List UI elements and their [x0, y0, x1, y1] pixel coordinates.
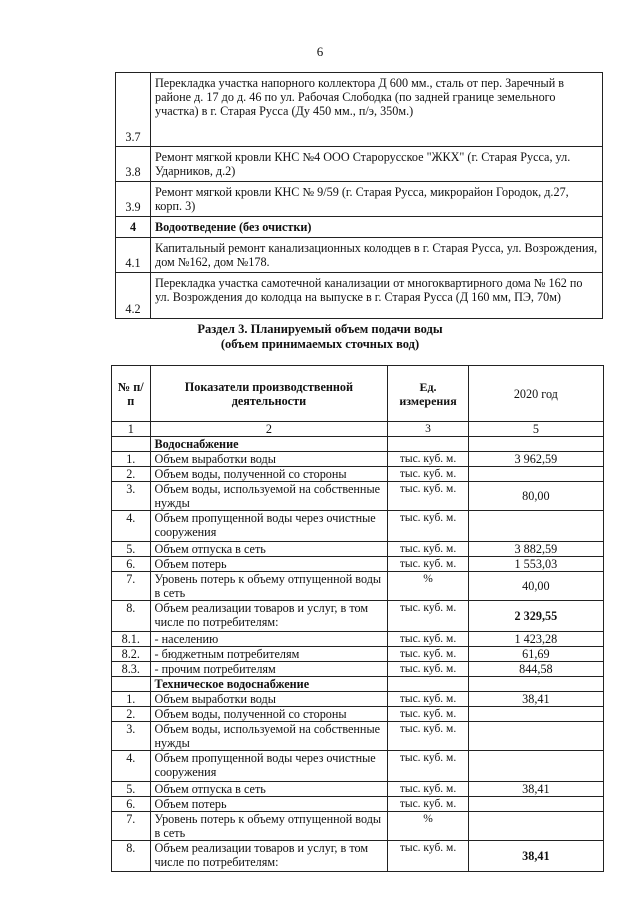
row-number: 6.: [112, 557, 151, 572]
table-row: [112, 812, 604, 841]
row-value: 80,00: [468, 482, 603, 511]
row-indicator: Объем реализации товаров и услуг, в том числе по потребителям:: [150, 601, 388, 632]
table-row: [112, 542, 604, 557]
row-unit: тыс. куб. м.: [388, 797, 468, 812]
row-number: 3.8: [116, 147, 151, 182]
row-indicator: Объем отпуска в сеть: [150, 542, 388, 557]
row-value: [468, 511, 603, 542]
table-row: [112, 841, 604, 872]
row-value: 1 423,28: [468, 632, 603, 647]
header-year: 2020 год: [468, 366, 603, 422]
row-unit: тыс. куб. м.: [388, 647, 468, 662]
row-number: 6.: [112, 797, 151, 812]
section-title-subline: (объем принимаемых сточных вод): [220, 337, 420, 351]
column-number: 2: [150, 422, 388, 437]
group-title: Водоснабжение: [150, 437, 388, 452]
header-number: № п/п: [112, 366, 151, 422]
row-indicator: Объем воды, полученной со стороны: [150, 707, 388, 722]
row-number: 8.1.: [112, 632, 151, 647]
table-header-row: [112, 366, 604, 422]
row-unit: тыс. куб. м.: [388, 467, 468, 482]
row-value: 844,58: [468, 662, 603, 677]
table-row: [112, 722, 604, 751]
row-number: 8.: [112, 601, 151, 632]
row-indicator: Объем воды, используемой на собственные нужды: [150, 482, 388, 511]
table-row: [112, 572, 604, 601]
row-number: 4.: [112, 751, 151, 782]
works-table: [115, 72, 603, 319]
column-number: 5: [468, 422, 603, 437]
row-number: 4.1: [116, 238, 151, 273]
table-row: [112, 452, 604, 467]
row-value: 3 882,59: [468, 542, 603, 557]
table-row: [112, 601, 604, 632]
row-unit: тыс. куб. м.: [388, 557, 468, 572]
column-number: 3: [388, 422, 468, 437]
table-row: [116, 273, 603, 319]
row-unit: %: [388, 812, 468, 841]
row-unit: тыс. куб. м.: [388, 782, 468, 797]
section-title-line: Раздел 3. Планируемый объем подачи воды: [197, 322, 443, 336]
table-row: [116, 217, 603, 238]
row-number: 5.: [112, 542, 151, 557]
row-unit: %: [388, 572, 468, 601]
row-unit: тыс. куб. м.: [388, 707, 468, 722]
row-unit: тыс. куб. м.: [388, 662, 468, 677]
table-row: [116, 238, 603, 273]
row-number: 8.2.: [112, 647, 151, 662]
table-header-numbers: [112, 422, 604, 437]
table-row: [112, 557, 604, 572]
row-number: 5.: [112, 782, 151, 797]
row-number: 4.: [112, 511, 151, 542]
row-indicator: Уровень потерь к объему отпущенной воды в сеть: [150, 812, 388, 841]
table-row: [112, 662, 604, 677]
row-number: 4: [116, 217, 151, 238]
row-unit: тыс. куб. м.: [388, 632, 468, 647]
row-text: Водоотведение (без очистки): [151, 217, 603, 238]
table-row: [116, 182, 603, 217]
table-row: [112, 782, 604, 797]
row-unit: тыс. куб. м.: [388, 841, 468, 872]
row-text: Капитальный ремонт канализационных колодцев в г. Старая Русса, ул. Возрождения, дом №162, дом №178.: [151, 238, 603, 273]
row-value: 38,41: [468, 782, 603, 797]
table-row: [112, 467, 604, 482]
row-number: 1.: [112, 452, 151, 467]
supply-volume-table: [111, 365, 604, 872]
table-row: [112, 692, 604, 707]
row-number: 4.2: [116, 273, 151, 319]
row-indicator: Объем отпуска в сеть: [150, 782, 388, 797]
row-value: 38,41: [468, 692, 603, 707]
row-value: [468, 797, 603, 812]
row-number: 8.: [112, 841, 151, 872]
row-indicator: Объем пропущенной воды через очистные сооружения: [150, 511, 388, 542]
row-unit: тыс. куб. м.: [388, 722, 468, 751]
row-number: 3.: [112, 482, 151, 511]
group-row: [112, 677, 604, 692]
row-number: 7.: [112, 812, 151, 841]
row-text: Ремонт мягкой кровли КНС №4 ООО Старорусское "ЖКХ" (г. Старая Русса, ул. Ударников, д.2): [151, 147, 603, 182]
row-value: 38,41: [468, 841, 603, 872]
table-row: [112, 707, 604, 722]
row-text: Перекладка участка напорного коллектора Д 600 мм., сталь от пер. Заречный в районе д. 17 до д. 46 по ул. Рабочая Слободка (по задней границе земельного участка) в г. Старая Русса (Ду 450 мм., п/э, 350м.): [151, 73, 603, 147]
row-indicator: - бюджетным потребителям: [150, 647, 388, 662]
row-number: 3.9: [116, 182, 151, 217]
table-row: [116, 73, 603, 147]
row-indicator: Объем реализации товаров и услуг, в том числе по потребителям:: [150, 841, 388, 872]
row-value: 40,00: [468, 572, 603, 601]
row-indicator: Объем потерь: [150, 797, 388, 812]
table-row: [112, 751, 604, 782]
row-indicator: Объем потерь: [150, 557, 388, 572]
row-indicator: Объем воды, используемой на собственные нужды: [150, 722, 388, 751]
row-indicator: - прочим потребителям: [150, 662, 388, 677]
row-number: 7.: [112, 572, 151, 601]
row-unit: тыс. куб. м.: [388, 452, 468, 467]
row-value: 3 962,59: [468, 452, 603, 467]
table-row: [112, 482, 604, 511]
group-title: Техническое водоснабжение: [150, 677, 388, 692]
row-value: [468, 812, 603, 841]
header-unit: Ед. измерения: [388, 366, 468, 422]
group-row: [112, 437, 604, 452]
row-unit: тыс. куб. м.: [388, 601, 468, 632]
table-row: [112, 632, 604, 647]
row-indicator: - населению: [150, 632, 388, 647]
row-number: 3.7: [116, 73, 151, 147]
row-indicator: Объем пропущенной воды через очистные сооружения: [150, 751, 388, 782]
row-unit: тыс. куб. м.: [388, 692, 468, 707]
row-number: 2.: [112, 707, 151, 722]
row-value: [468, 751, 603, 782]
row-value: [468, 467, 603, 482]
table-row: [112, 647, 604, 662]
row-text: Ремонт мягкой кровли КНС № 9/59 (г. Старая Русса, микрорайон Городок, д.27, корп. 3): [151, 182, 603, 217]
row-indicator: Объем воды, полученной со стороны: [150, 467, 388, 482]
table-row: [112, 511, 604, 542]
row-value: 2 329,55: [468, 601, 603, 632]
row-value: 1 553,03: [468, 557, 603, 572]
row-number: 3.: [112, 722, 151, 751]
section-title: [0, 322, 640, 352]
row-text: Перекладка участка самотечной канализации от многоквартирного дома № 162 по ул. Возрождения до колодца на выпуске в г. Старая Русса (Д 160 мм, ПЭ, 70м): [151, 273, 603, 319]
header-indicator: Показатели производственной деятельности: [150, 366, 388, 422]
row-number: 2.: [112, 467, 151, 482]
row-indicator: Объем выработки воды: [150, 692, 388, 707]
column-number: 1: [112, 422, 151, 437]
row-value: [468, 722, 603, 751]
row-value: [468, 707, 603, 722]
row-unit: тыс. куб. м.: [388, 751, 468, 782]
row-unit: тыс. куб. м.: [388, 511, 468, 542]
row-indicator: Уровень потерь к объему отпущенной воды в сеть: [150, 572, 388, 601]
row-unit: тыс. куб. м.: [388, 482, 468, 511]
table-row: [112, 797, 604, 812]
row-indicator: Объем выработки воды: [150, 452, 388, 467]
row-value: 61,69: [468, 647, 603, 662]
row-number: 1.: [112, 692, 151, 707]
page-number: 6: [316, 44, 324, 59]
row-number: 8.3.: [112, 662, 151, 677]
table-row: [116, 147, 603, 182]
row-unit: тыс. куб. м.: [388, 542, 468, 557]
